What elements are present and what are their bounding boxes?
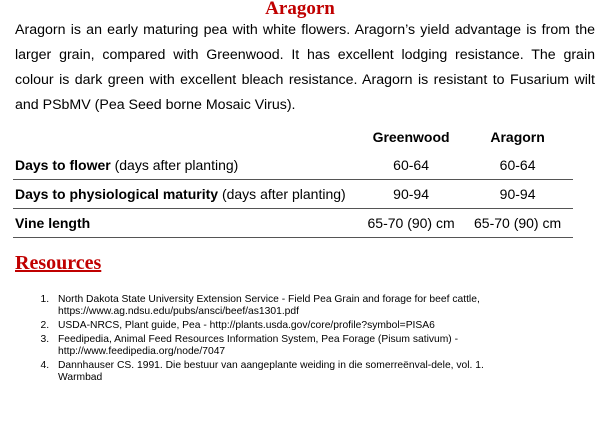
table-header-row [13,123,573,151]
column-header-aragorn: Aragorn [490,129,545,145]
page-title: Aragorn [265,0,335,19]
list-item: 1. North Dakota State University Extension Service - Field Pea Grain and forage for beef cattle, https://www.ag.ndsu.edu/pubs/ansci/beef/as1301.pdf [52,294,512,319]
list-item: 3. Feedipedia, Animal Feed Resources Information System, Pea Forage (Pisum sativum) - http://www.feedipedia.org/node/7047 [52,334,512,359]
cell-greenwood: 90-94 [360,180,462,209]
row-label-bold: Days to physiological maturity [15,186,219,202]
row-label-bold: Days to flower [15,157,111,173]
cell-aragorn: 90-94 [462,180,573,209]
row-label-note: (days after planting) [110,157,239,173]
table-row [13,180,573,209]
cell-aragorn: 65-70 (90) cm [462,209,573,238]
cell-greenwood: 65-70 (90) cm [360,209,462,238]
description-paragraph: Aragorn is an early maturing pea with white flowers. Aragorn’s yield advantage is from the larger grain, compared with Greenwood. It has excellent lodging resistance. The grain colour is dark green with excellent bleach resistance. Aragorn is resistant to Fusarium wilt and PSbMV (Pea Seed borne Mosaic Virus). [15,22,595,113]
row-label [13,180,360,209]
row-label-bold: Vine length [15,215,91,231]
resources-list [16,294,512,386]
cell-aragorn: 60-64 [462,151,573,180]
cell-greenwood: 60-64 [360,151,462,180]
row-label [13,151,360,180]
resources-heading: Resources [15,252,102,274]
header-empty-cell [13,123,360,151]
table-row [13,209,573,238]
list-item: 4. Dannhauser CS. 1991. Die bestuur van aangeplante weiding in die somerreënval-dele, vol. 1. Warmbad [52,360,512,385]
list-item: 2. USDA-NRCS, Plant guide, Pea - http://plants.usda.gov/core/profile?symbol=PISA6 [52,320,512,332]
row-label [13,209,360,238]
row-label-note: (days after planting) [218,186,346,202]
comparison-table [13,123,573,238]
table-row [13,151,573,180]
column-header-greenwood: Greenwood [372,129,450,145]
